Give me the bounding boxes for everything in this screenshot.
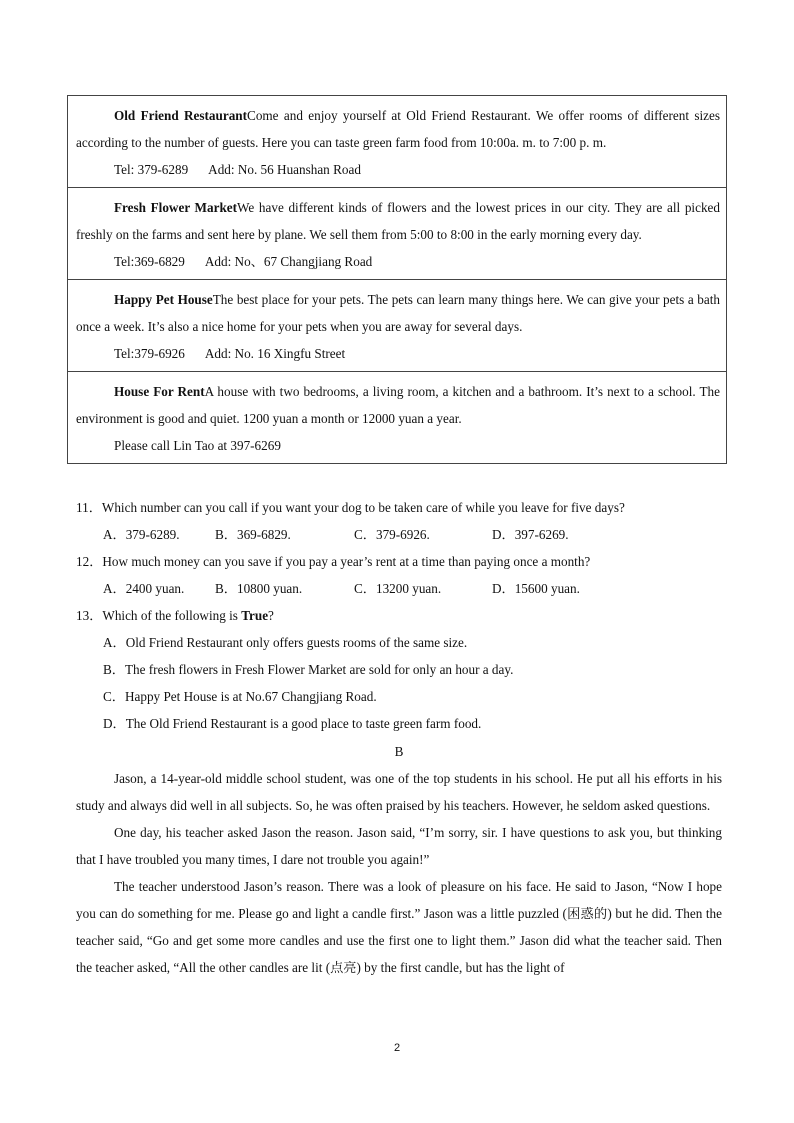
- question-12-options: [76, 575, 726, 602]
- ad-title: Fresh Flower Market: [114, 200, 238, 215]
- reading-passage-b: [76, 738, 722, 981]
- ad-address: Add: No. 16 Xingfu Street: [204, 346, 346, 361]
- ad-tel: Tel: 379-6289: [114, 162, 189, 177]
- passage-paragraph: The teacher understood Jason’s reason. There was a look of pleasure on his face. He said to Jason, “Now I hope you can do something for me. Please go and light a candle first.” Jason was a little puzzled (困惑的) but he did. Then the teacher said, “Go and get some more candles and use the first one to light them.” Jason did what the teacher said. Then the teacher asked, “All the other candles are lit (点亮) by the first candle, but has the light of: [76, 879, 722, 975]
- page-number: 2: [393, 1042, 401, 1054]
- ad-contact: [76, 340, 720, 367]
- option-b: B．The fresh flowers in Fresh Flower Market are sold for only an hour a day.: [103, 662, 514, 677]
- ad-fresh-flower-market: [68, 188, 726, 280]
- ad-tel: Tel:379-6926: [114, 346, 185, 361]
- option-b: B．10800 yuan.: [215, 581, 303, 596]
- advertisement-table: [67, 95, 727, 464]
- ad-body: [76, 194, 720, 248]
- option-d: D．15600 yuan.: [492, 581, 580, 596]
- stem-emphasis: True: [241, 608, 269, 623]
- ad-title: Happy Pet House: [114, 292, 213, 307]
- ad-house-for-rent: [68, 372, 726, 463]
- question-11-stem: 11．Which number can you call if you want your dog to be taken care of while you leave for five days?: [76, 500, 625, 515]
- option-d: D．397-6269.: [492, 527, 569, 542]
- ad-contact: Please call Lin Tao at 397-6269: [114, 438, 281, 453]
- passage-paragraph: Jason, a 14-year-old middle school student, was one of the top students in his school. He put all his efforts in his study and always did well in all subjects. So, he was often praised by his teachers. However, he seldom asked questions.: [76, 771, 722, 813]
- ad-body: [76, 378, 720, 432]
- ad-happy-pet-house: [68, 280, 726, 372]
- ad-title: House For Rent: [114, 384, 205, 399]
- stem-text: 13．Which of the following is: [76, 608, 242, 623]
- question-12-stem: 12．How much money can you save if you pay a year’s rent at a time than paying once a month?: [76, 554, 591, 569]
- ad-text: Come and enjoy yourself at Old Friend Restaurant. We offer rooms of different sizes according to the number of guests. Here you can taste green farm food from 10:00a. m. to 7:00 p. m.: [76, 108, 720, 150]
- question-11-options: [76, 521, 726, 548]
- option-b: B．369-6829.: [215, 527, 291, 542]
- option-c: C．Happy Pet House is at No.67 Changjiang Road.: [103, 689, 377, 704]
- option-a: A．Old Friend Restaurant only offers guests rooms of the same size.: [103, 635, 468, 650]
- ad-text: We have different kinds of flowers and the lowest prices in our city. They are all picked freshly on the farms and sent here by plane. We sell them from 5:00 to 8:00 in the early morning every day.: [76, 200, 720, 242]
- ad-body: [76, 286, 720, 340]
- ad-address: Add: No. 56 Huanshan Road: [208, 162, 361, 177]
- ad-old-friend-restaurant: [68, 96, 726, 188]
- option-a: A．379-6289.: [103, 527, 180, 542]
- option-c: C．13200 yuan.: [354, 581, 442, 596]
- ad-body: [76, 102, 720, 156]
- questions-section: [76, 494, 726, 737]
- option-c: C．379-6926.: [354, 527, 430, 542]
- ad-text: The best place for your pets. The pets can learn many things here. We can give your pets a bath once a week. It’s also a nice home for your pets when you are away for several days.: [76, 292, 721, 334]
- passage-paragraph: One day, his teacher asked Jason the reason. Jason said, “I’m sorry, sir. I have questions to ask you, but thinking that I have troubled you many times, I dare not trouble you again!”: [76, 825, 722, 867]
- ad-contact: [76, 156, 720, 183]
- option-d: D．The Old Friend Restaurant is a good place to taste green farm food.: [103, 716, 482, 731]
- option-a: A．2400 yuan.: [103, 581, 185, 596]
- ad-text: A house with two bedrooms, a living room, a kitchen and a bathroom. It’s next to a school. The environment is good and quiet. 1200 yuan a month or 12000 yuan a year.: [76, 384, 720, 426]
- ad-address: Add: No、67 Changjiang Road: [204, 254, 373, 269]
- ad-contact: [76, 248, 720, 275]
- question-13-stem: [76, 602, 726, 629]
- ad-tel: Tel:369-6829: [114, 254, 185, 269]
- ad-title: Old Friend Restaurant: [114, 108, 248, 123]
- stem-punct: ?: [268, 608, 274, 623]
- passage-heading: B: [394, 744, 404, 759]
